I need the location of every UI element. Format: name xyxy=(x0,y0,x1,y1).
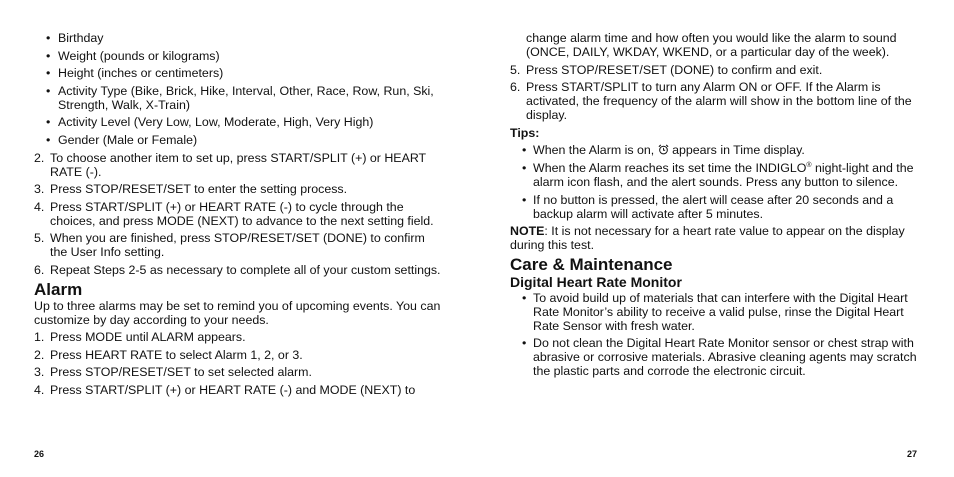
step-text: Press START/SPLIT (+) or HEART RATE (-) and MODE (NEXT) to xyxy=(50,382,416,397)
step-text: Press STOP/RESET/SET (DONE) to confirm and exit. xyxy=(526,62,823,77)
step-item xyxy=(34,263,444,277)
step-number: 1. xyxy=(34,330,45,345)
step-text: Repeat Steps 2-5 as necessary to complete all of your custom settings. xyxy=(50,262,441,277)
step-text: Press MODE until ALARM appears. xyxy=(50,330,246,345)
tip-text: When the Alarm is on, xyxy=(533,143,658,158)
bullet-text: To avoid build up of materials that can interfere with the Digital Heart Rate Monitor’s ability to receive a valid pulse, rinse the Digital Heart Rate Sensor with fresh water. xyxy=(533,290,908,333)
step-item xyxy=(510,63,920,77)
step-item xyxy=(34,182,444,196)
step-number: 2. xyxy=(34,347,45,362)
list-item xyxy=(510,143,920,157)
step-number: 5. xyxy=(34,231,45,246)
tips-label: Tips: xyxy=(510,125,540,140)
care-maintenance-heading: Care & Maintenance xyxy=(510,254,673,274)
step-number: 2. xyxy=(34,150,45,165)
note-paragraph xyxy=(510,224,920,252)
step-item xyxy=(34,330,444,344)
bullet-text: Weight (pounds or kilograms) xyxy=(58,48,220,63)
step-text: Press STOP/RESET/SET to set selected alarm. xyxy=(50,365,312,380)
tip-text: If no button is pressed, the alert will cease after 20 seconds and a backup alarm will activate after 5 minutes. xyxy=(533,192,894,221)
step-item xyxy=(510,80,920,122)
right-page xyxy=(510,31,920,382)
step-item xyxy=(34,348,444,362)
bullet-text: Birthday xyxy=(58,31,104,45)
step-number: 6. xyxy=(34,262,45,277)
list-item xyxy=(34,31,444,45)
continued-step-text: change alarm time and how often you would like the alarm to sound (ONCE, DAILY, WKDAY, WKEND, or a particular day of the week). xyxy=(526,31,897,59)
list-item xyxy=(34,133,444,147)
step-item xyxy=(34,383,444,397)
page-number-left: 26 xyxy=(34,449,45,459)
bullet-text: Activity Type (Bike, Brick, Hike, Interval, Other, Race, Row, Run, Ski, Strength, Walk, X-Train) xyxy=(58,83,434,112)
page-number-right: 27 xyxy=(907,449,918,459)
step-item xyxy=(34,151,444,179)
step-text: Press STOP/RESET/SET to enter the setting process. xyxy=(50,182,348,197)
left-page xyxy=(34,31,444,401)
step-number: 4. xyxy=(34,382,45,397)
alarm-heading: Alarm xyxy=(34,279,83,299)
tip-text: night-light and the alarm icon flash, and the alert sounds. Press any button to silence. xyxy=(533,160,914,189)
list-item xyxy=(34,84,444,112)
tip-text: appears in Time display. xyxy=(668,143,805,158)
step-text: Press START/SPLIT (+) or HEART RATE (-) to cycle through the choices, and press MODE (NEXT) to advance to the next setting field. xyxy=(50,199,434,228)
step-text: To choose another item to set up, press START/SPLIT (+) or HEART RATE (-). xyxy=(50,150,426,179)
step-text: Press START/SPLIT to turn any Alarm ON or OFF. If the Alarm is activated, the frequency of the alarm will show in the bottom line of the display. xyxy=(526,80,912,123)
list-item xyxy=(510,161,920,189)
list-item xyxy=(34,66,444,80)
registered-mark: ® xyxy=(806,161,812,169)
list-item xyxy=(510,193,920,221)
step-number: 5. xyxy=(510,62,521,77)
step-number: 3. xyxy=(34,182,45,197)
digital-heart-rate-monitor-heading: Digital Heart Rate Monitor xyxy=(510,273,682,290)
list-item xyxy=(510,291,920,333)
alarm-intro: Up to three alarms may be set to remind you of upcoming events. You can customize by day according to your needs. xyxy=(34,298,441,327)
note-label: NOTE xyxy=(510,224,545,239)
list-item xyxy=(510,336,920,378)
list-item xyxy=(34,49,444,63)
step-text: When you are finished, press STOP/RESET/SET (DONE) to confirm the User Info setting. xyxy=(50,231,425,260)
alarm-clock-icon xyxy=(658,144,669,155)
step-number: 3. xyxy=(34,365,45,380)
step-item xyxy=(34,200,444,228)
bullet-text: Gender (Male or Female) xyxy=(58,132,198,147)
tip-text: When the Alarm reaches its set time the INDIGLO xyxy=(533,160,807,175)
list-item xyxy=(34,115,444,129)
note-text: : It is not necessary for a heart rate value to appear on the display during this test. xyxy=(510,224,905,253)
step-item xyxy=(34,231,444,259)
step-text: Press HEART RATE to select Alarm 1, 2, or 3. xyxy=(50,347,303,362)
bullet-text: Do not clean the Digital Heart Rate Monitor sensor or chest strap with abrasive or corrosive materials. Abrasive cleaning agents may scratch the plastic parts and corrode the electronic circuit. xyxy=(533,336,917,379)
step-number: 6. xyxy=(510,80,521,95)
bullet-text: Activity Level (Very Low, Low, Moderate, High, Very High) xyxy=(58,115,374,130)
step-item xyxy=(34,365,444,379)
bullet-text: Height (inches or centimeters) xyxy=(58,66,224,81)
step-number: 4. xyxy=(34,199,45,214)
